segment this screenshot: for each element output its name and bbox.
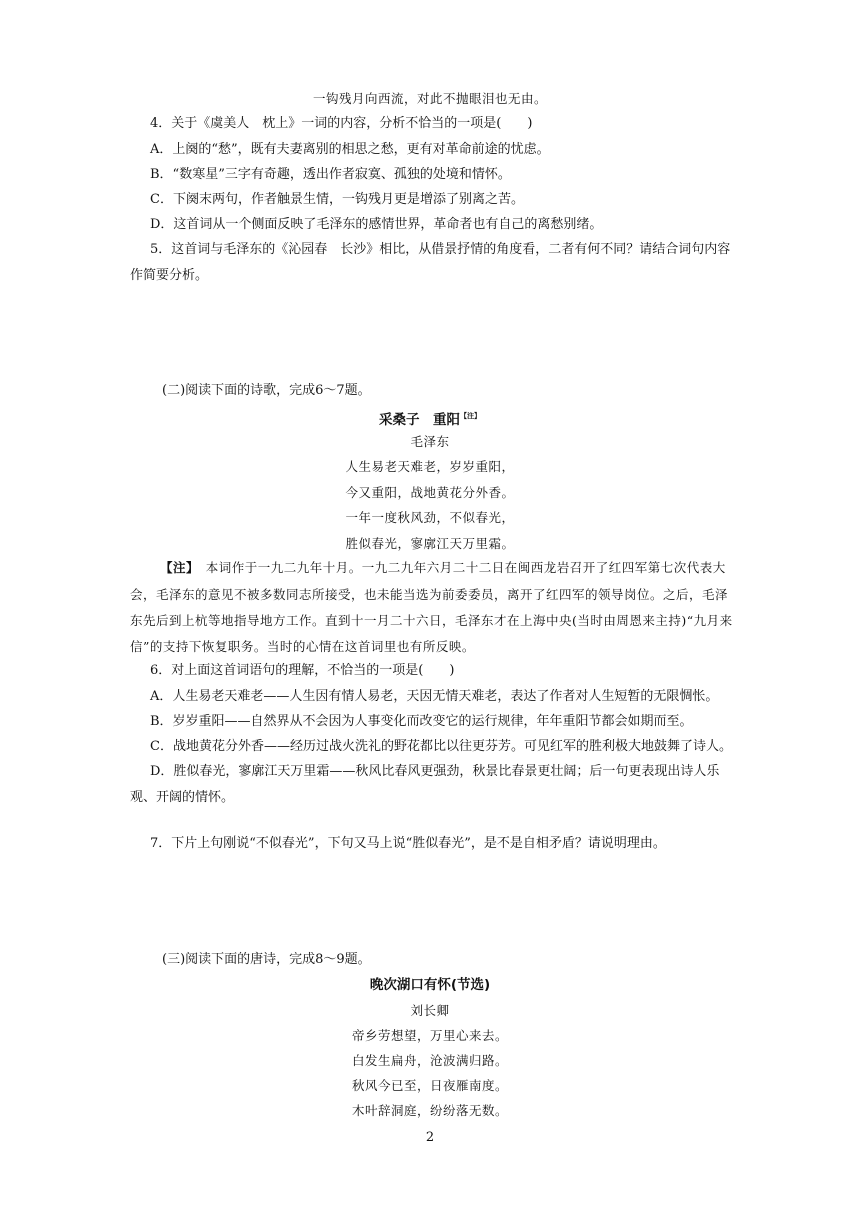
- poem-line: 一年一度秋风劲，不似春光，: [345, 510, 515, 525]
- section-3-heading: (三)阅读下面的唐诗，完成8～9题。: [162, 952, 371, 967]
- option-6d-line1: D．胜似春光，寥廓江天万里霜——秋风比春风更强劲，秋景比春景更壮阔；后一句更表现出诗人乐: [150, 764, 720, 779]
- poem-line: 木叶辞洞庭，纷纷落无数。: [351, 1103, 508, 1118]
- note-line4: 信”的支持下恢复职务。当时的心情在这首词里也有所反映。: [130, 639, 475, 654]
- poem-line: 帝乡劳想望，万里心来去。: [351, 1028, 508, 1043]
- note-line3: 东先后到上杭等地指导地方工作。直到十一月二十六日，毛泽东才在上海中央(当时由周恩来主持)“九月来: [130, 613, 733, 628]
- question-5-line2: 作简要分析。: [130, 268, 209, 283]
- note-line1: 【注】 本词作于一九二九年十月。一九二九年六月二十二日在闽西龙岩召开了红四军第七次代表大: [160, 560, 726, 575]
- poem-line: 人生易老天难老，岁岁重阳，: [345, 459, 515, 474]
- option-6d-line2: 观、开阔的情怀。: [130, 790, 235, 805]
- page-number: 2: [425, 1130, 435, 1145]
- poem-line: 胜似春光，寥廓江天万里霜。: [345, 536, 515, 551]
- question-7: 7．下片上句刚说“不似春光”，下句又马上说“胜似春光”，是不是自相矛盾？请说明理由。: [150, 836, 666, 851]
- poem-author: 毛泽东: [410, 434, 450, 449]
- poem-title: 采桑子 重阳$^{【注】}$: [379, 412, 481, 428]
- poem-title: 晚次湖口有怀(节选): [369, 977, 491, 993]
- note-line2: 会，毛泽东的意见不被多数同志所接受，也未能当选为前委委员，离开了红四军的领导岗位。之后，毛泽: [130, 587, 729, 602]
- option-4a: A．上阕的“愁”，既有夫妻离别的相思之愁，更有对革命前途的忧虑。: [150, 142, 550, 157]
- question-4: 4．关于《虞美人 枕上》一词的内容，分析不恰当的一项是( ): [150, 116, 533, 131]
- option-6a: A．人生易老天难老——人生因有情人易老，天因无情天难老，表达了作者对人生短暂的无限惆怅。: [150, 689, 719, 704]
- poem-line: 一钩残月向西流，对此不抛眼泪也无由。: [312, 91, 547, 106]
- option-4b: B．“数寒星”三字有奇趣，透出作者寂寞、孤独的处境和情怀。: [150, 167, 511, 182]
- poem-line: 秋风今已至，日夜雁南度。: [351, 1078, 508, 1093]
- question-6: 6．对上面这首词语句的理解，不恰当的一项是( ): [150, 663, 455, 678]
- poem-line: 白发生扁舟，沧波满归路。: [351, 1053, 508, 1068]
- poem-author: 刘长卿: [410, 1003, 450, 1018]
- option-4d: D．这首词从一个侧面反映了毛泽东的感情世界，革命者也有自己的离愁别绪。: [150, 217, 603, 232]
- section-2-heading: (二)阅读下面的诗歌，完成6～7题。: [162, 383, 371, 398]
- question-5-line1: 5．这首词与毛泽东的《沁园春 长沙》相比，从借景抒情的角度看，二者有何不同？请结合词句内容: [150, 242, 731, 257]
- poem-line: 今又重阳，战地黄花分外香。: [345, 485, 515, 500]
- option-6b: B．岁岁重阳——自然界从不会因为人事变化而改变它的运行规律，年年重阳节都会如期而至。: [150, 714, 693, 729]
- option-4c: C．下阕末两句，作者触景生情，一钩残月更是增添了别离之苦。: [150, 192, 524, 207]
- option-6c: C．战地黄花分外香——经历过战火洗礼的野花都比以往更芬芳。可见红军的胜利极大地鼓舞了诗人。: [150, 739, 732, 754]
